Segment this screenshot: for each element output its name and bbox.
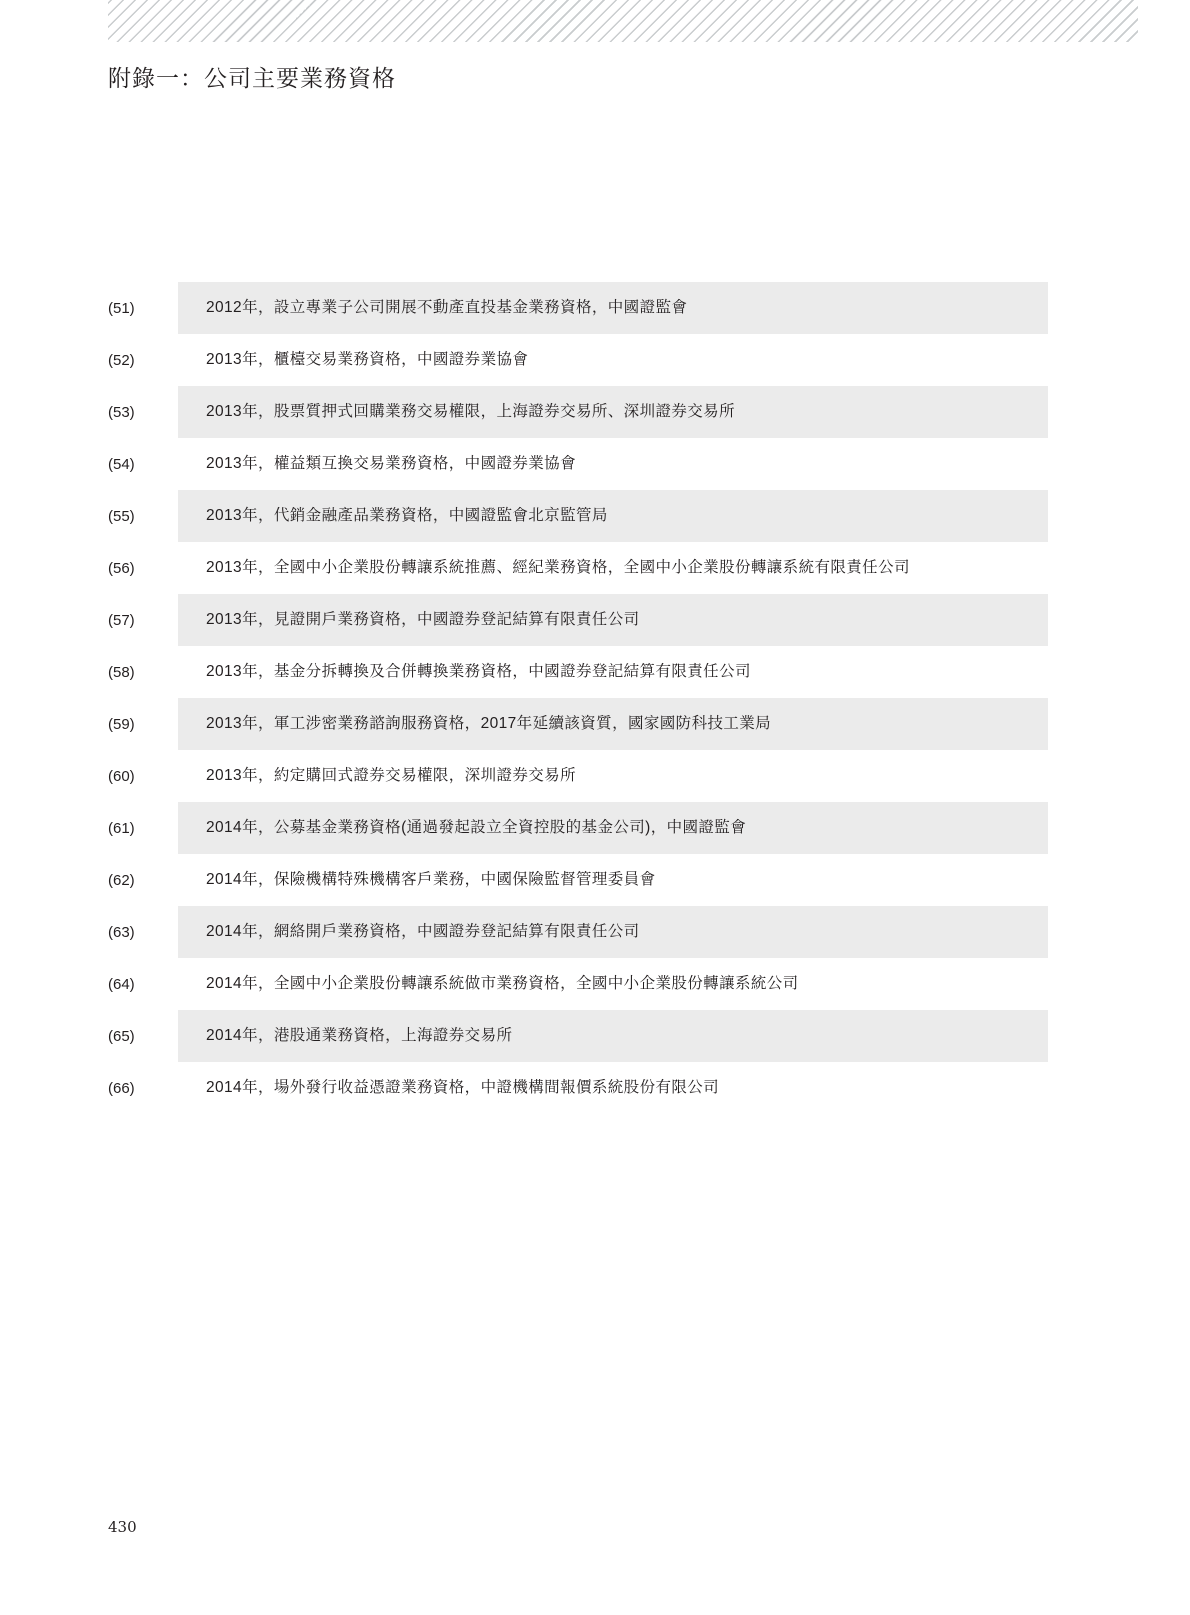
list-item-text: 2014年，網絡開戶業務資格，中國證券登記結算有限責任公司 (206, 923, 640, 941)
list-item-text: 2013年，櫃檯交易業務資格，中國證券業協會 (206, 351, 529, 369)
list-item-body (178, 334, 1048, 386)
list-item-text: 2013年，權益類互換交易業務資格，中國證券業協會 (206, 455, 576, 473)
list-item-number: (62) (108, 871, 135, 889)
list-item-text: 2014年，場外發行收益憑證業務資格，中證機構間報價系統股份有限公司 (206, 1079, 720, 1097)
list-item-text: 2013年，見證開戶業務資格，中國證券登記結算有限責任公司 (206, 611, 640, 629)
list-item-body (178, 282, 1048, 334)
list-item-number: (58) (108, 663, 135, 681)
list-item-text: 2013年，約定購回式證券交易權限，深圳證券交易所 (206, 767, 576, 785)
list-item-text: 2012年，設立專業子公司開展不動產直投基金業務資格，中國證監會 (206, 299, 688, 317)
list-item-text: 2013年，代銷金融產品業務資格，中國證監會北京監管局 (206, 507, 608, 525)
list-item (108, 386, 1048, 438)
list-item-text: 2013年，股票質押式回購業務交易權限，上海證券交易所、深圳證券交易所 (206, 403, 735, 421)
list-item-number: (65) (108, 1027, 135, 1045)
list-item-text: 2014年，公募基金業務資格(通過發起設立全資控股的基金公司)，中國證監會 (206, 819, 747, 837)
list-item (108, 282, 1048, 334)
list-item-body (178, 438, 1048, 490)
list-item-body (178, 750, 1048, 802)
list-item-text: 2013年，軍工涉密業務諮詢服務資格，2017年延續該資質，國家國防科技工業局 (206, 715, 772, 733)
list-item-body (178, 854, 1048, 906)
list-item-number: (60) (108, 767, 135, 785)
list-item-number: (54) (108, 455, 135, 473)
list-item-number: (59) (108, 715, 135, 733)
list-item (108, 646, 1048, 698)
decorative-hatch-band (108, 0, 1138, 42)
list-item-number: (51) (108, 299, 135, 317)
list-item-text: 2014年，港股通業務資格，上海證券交易所 (206, 1027, 513, 1045)
list-item-number: (55) (108, 507, 135, 525)
list-item-body (178, 386, 1048, 438)
list-item-number: (52) (108, 351, 135, 369)
list-item (108, 854, 1048, 906)
list-item-number: (66) (108, 1079, 135, 1097)
list-item-number: (56) (108, 559, 135, 577)
list-item-number: (64) (108, 975, 135, 993)
list-item-number: (63) (108, 923, 135, 941)
list-item-body (178, 490, 1048, 542)
list-item-number: (57) (108, 611, 135, 629)
page-number: 430 (108, 1518, 137, 1536)
list-item-body (178, 958, 1048, 1010)
list-item (108, 958, 1048, 1010)
list-item (108, 542, 1048, 594)
list-item (108, 750, 1048, 802)
list-item-body (178, 698, 1048, 750)
list-item-body (178, 802, 1048, 854)
list-item (108, 490, 1048, 542)
list-item-number: (61) (108, 819, 135, 837)
list-item-text: 2014年，全國中小企業股份轉讓系統做市業務資格，全國中小企業股份轉讓系統公司 (206, 975, 799, 993)
list-item-text: 2013年，基金分拆轉換及合併轉換業務資格，中國證券登記結算有限責任公司 (206, 663, 751, 681)
list-item (108, 802, 1048, 854)
list-item (108, 698, 1048, 750)
list-item (108, 906, 1048, 958)
list-item-body (178, 906, 1048, 958)
list-item-text: 2014年，保險機構特殊機構客戶業務，中國保險監督管理委員會 (206, 871, 656, 889)
list-item (108, 1062, 1048, 1114)
page-title: 附錄一：公司主要業務資格 (108, 66, 396, 92)
list-item (108, 334, 1048, 386)
list-item-body (178, 542, 1048, 594)
list-item-number: (53) (108, 403, 135, 421)
list-item-body (178, 1010, 1048, 1062)
list-item (108, 1010, 1048, 1062)
list-item-text: 2013年，全國中小企業股份轉讓系統推薦、經紀業務資格，全國中小企業股份轉讓系統有限責任公司 (206, 559, 910, 577)
list-item (108, 594, 1048, 646)
list-item-body (178, 1062, 1048, 1114)
qualification-list (108, 282, 1048, 1114)
list-item-body (178, 646, 1048, 698)
list-item (108, 438, 1048, 490)
list-item-body (178, 594, 1048, 646)
